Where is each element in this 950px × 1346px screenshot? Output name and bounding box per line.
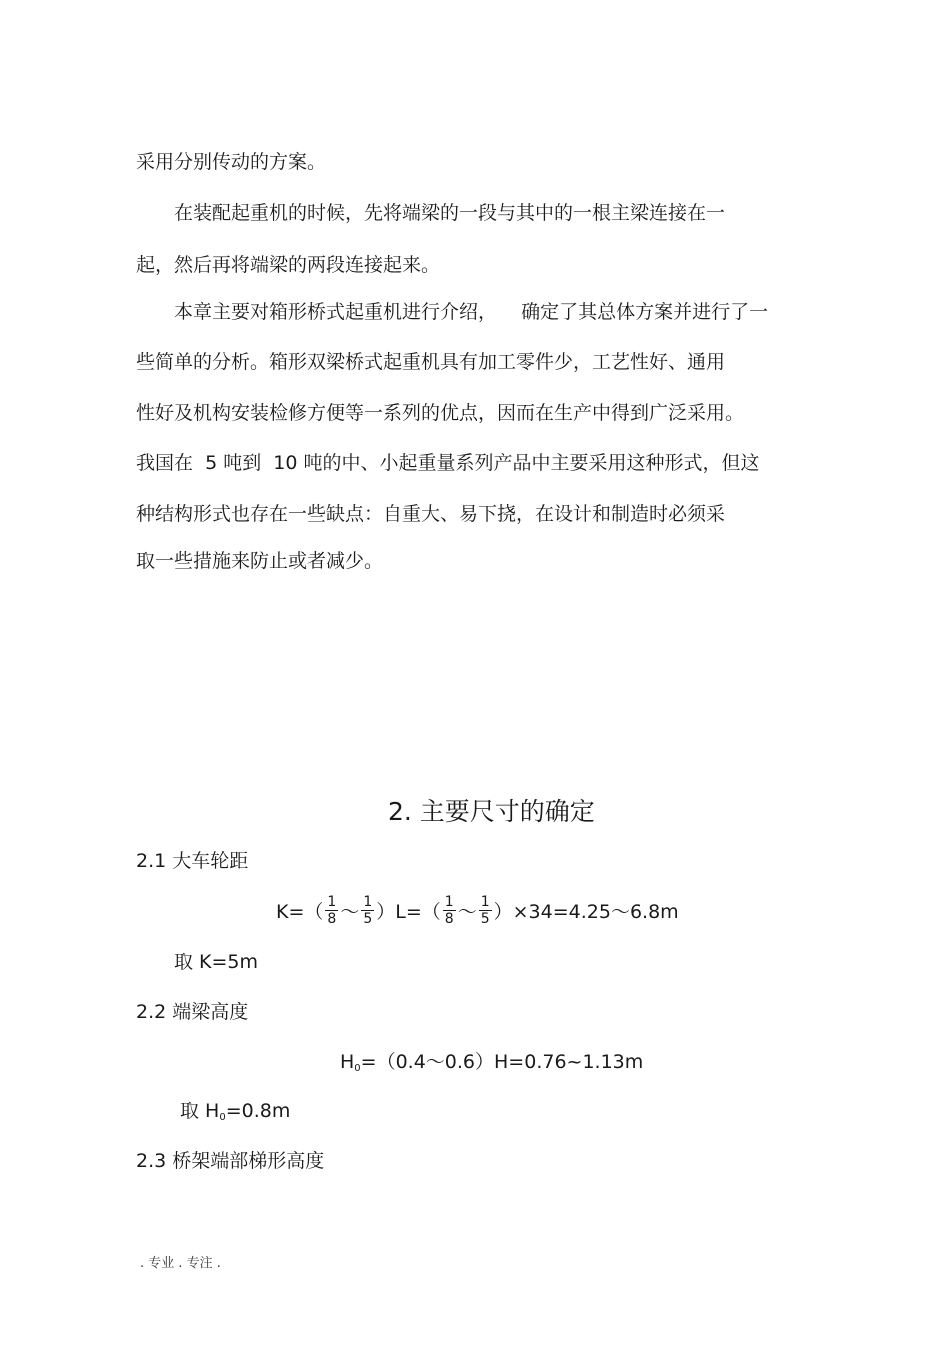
paragraph-line-6: 性好及机构安装检修方便等一系列的优点，因而在生产中得到广泛采用。 xyxy=(136,402,745,424)
formula-wheelbase xyxy=(276,890,679,930)
fraction-denominator: 5 xyxy=(480,910,490,927)
paragraph-line-4: 本章主要对箱形桥式起重机进行介绍， 确定了其总体方案并进行了一 xyxy=(174,301,769,323)
section-title: 2. 主要尺寸的确定 xyxy=(388,797,595,826)
fraction-numerator: 1 xyxy=(444,893,454,910)
take-h0-prefix: 取 H xyxy=(180,1100,220,1122)
heading-2-1: 2.1 大车轮距 xyxy=(136,850,249,872)
take-h0-rest: =0.8m xyxy=(225,1100,291,1122)
paragraph-line-8: 种结构形式也存在一些缺点：自重大、易下挠，在设计和制造时必须采 xyxy=(136,503,726,525)
take-k: 取 K=5m xyxy=(174,951,259,973)
formula-h: H xyxy=(340,1051,355,1073)
formula-h-subscript: 0 xyxy=(354,1063,361,1074)
fraction-denominator: 5 xyxy=(363,910,373,927)
paragraph-line-9: 取一些措施来防止或者减少。 xyxy=(136,550,384,572)
fraction-numerator: 1 xyxy=(327,893,337,910)
fraction-numerator: 1 xyxy=(363,893,373,910)
fraction-1-5 xyxy=(361,894,374,927)
fraction-numerator: 1 xyxy=(480,893,490,910)
take-h0-subscript: 0 xyxy=(219,1112,226,1123)
paragraph-line-5: 些简单的分析。箱形双梁桥式起重机具有加工零件少，工艺性好、通用 xyxy=(136,351,726,373)
formula-tilde: ～ xyxy=(340,900,360,923)
paragraph-line-1: 采用分别传动的方案。 xyxy=(136,151,327,173)
fraction-1-8 xyxy=(325,894,338,927)
heading-2-2: 2.2 端梁高度 xyxy=(136,1001,249,1023)
fraction-1-8 xyxy=(443,894,456,927)
formula-end-beam-height xyxy=(340,1050,643,1081)
page-footer: . 专业 . 专注 . xyxy=(140,1256,221,1271)
formula-l-part: ）L=（ xyxy=(376,900,441,923)
formula-h-rest: =（0.4～0.6）H=0.76~1.13m xyxy=(360,1051,644,1073)
fraction-denominator: 8 xyxy=(327,910,337,927)
formula-k-prefix: K=（ xyxy=(276,900,324,923)
formula-result: ）×34=4.25～6.8m xyxy=(493,900,679,923)
paragraph-line-3: 起，然后再将端梁的两段连接起来。 xyxy=(136,254,441,276)
fraction-denominator: 8 xyxy=(444,910,454,927)
fraction-1-5 xyxy=(479,894,492,927)
take-h0 xyxy=(180,1099,290,1130)
heading-2-3: 2.3 桥架端部梯形高度 xyxy=(136,1150,325,1172)
paragraph-line-7: 我国在 5 吨到 10 吨的中、小起重量系列产品中主要采用这种形式，但这 xyxy=(136,452,760,474)
formula-tilde: ～ xyxy=(457,900,477,923)
paragraph-line-2: 在装配起重机的时候，先将端梁的一段与其中的一根主梁连接在一 xyxy=(174,202,726,224)
